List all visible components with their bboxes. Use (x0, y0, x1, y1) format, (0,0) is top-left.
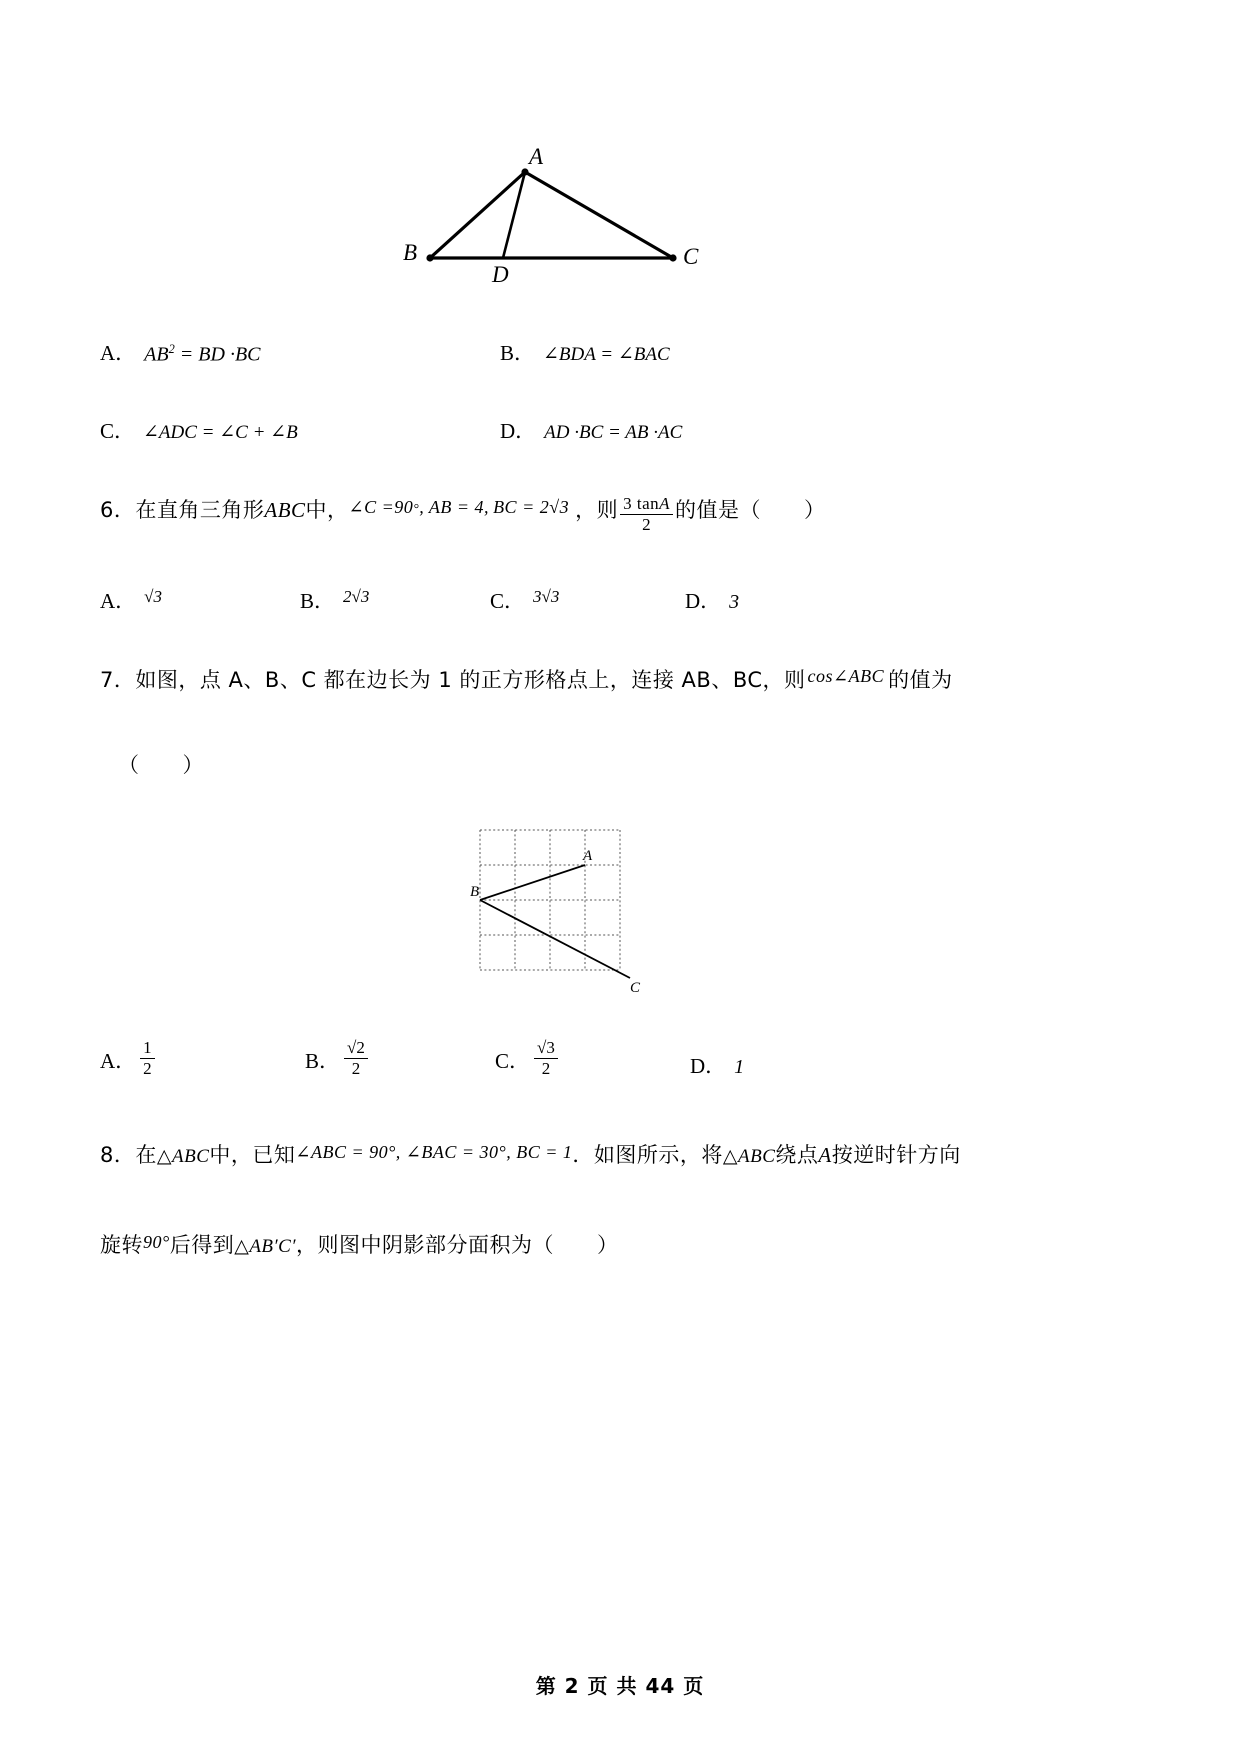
figure-triangle-abc (395, 140, 735, 290)
question-8-text-4: 绕点 (775, 1143, 819, 1167)
option-key-b: B． (300, 589, 336, 613)
question-6-given-bc: BC = 2 (493, 497, 550, 517)
option-value-c: ∠ADC = ∠C + ∠B (143, 422, 298, 443)
question-5-options-row-1 (100, 337, 1140, 367)
question-8-number: 8． (100, 1143, 136, 1167)
triangle-label-c: C (683, 244, 699, 269)
option-value-b: $\frac{√2}{2}$ (344, 1038, 368, 1078)
triangle-label-a: A (529, 144, 544, 169)
segment-ba (430, 172, 525, 258)
vertex-point-c (669, 254, 676, 261)
page-footer: 第 2 页 共 44 页 (535, 1674, 705, 1698)
fraction-numerator: 3 tanA (620, 494, 673, 515)
question-8-text-6: 旋转 (100, 1233, 143, 1257)
option-value-c: 3√3 (533, 587, 560, 606)
question-6-given-degree: ° (413, 501, 420, 516)
question-8-point-a: A (818, 1143, 832, 1167)
option-value-a: $AB^2$ = BD ·BC (144, 341, 261, 365)
question-5-option-c[interactable] (100, 415, 500, 445)
question-8-triangle-3: △AB′C′ (234, 1236, 297, 1257)
option-value-d: AD ·BC = AB ·AC (544, 422, 683, 443)
option-key-b: B． (500, 341, 536, 365)
option-value-b: ∠BDA = ∠BAC (543, 344, 670, 365)
vertex-point-b (426, 254, 433, 261)
question-5-option-b[interactable] (500, 337, 670, 367)
question-6-given-sqrt: √3 (549, 497, 570, 517)
option-key-a: A． (100, 589, 137, 613)
option-key-a: A． (100, 1049, 137, 1074)
question-8-text-5: 按逆时针方向 (831, 1143, 961, 1167)
option-value-d: 1 (734, 1056, 745, 1079)
question-8-text-1: 在 (135, 1143, 157, 1167)
question-8-triangle-1: △ABC (156, 1146, 210, 1167)
question-6-triangle-name: ABC (264, 498, 306, 522)
grid-label-a: A (583, 848, 593, 864)
triangle-svg (395, 140, 735, 290)
question-7-option-a[interactable] (100, 1040, 305, 1080)
option-key-d: D． (690, 1054, 727, 1079)
segment-ad (503, 172, 525, 258)
question-7-stem (100, 665, 1140, 697)
question-8-triangle-2: △ABC (722, 1146, 776, 1167)
segment-bc (480, 900, 630, 978)
question-7-number: 7． (100, 668, 136, 692)
question-7-option-c[interactable] (495, 1040, 690, 1080)
question-8-text-7: 后得到 (169, 1233, 235, 1257)
question-5-option-a[interactable] (100, 337, 500, 367)
question-8-rotation-angle: 90° (143, 1232, 170, 1252)
question-6-number: 6． (100, 498, 136, 522)
question-5-option-d[interactable] (500, 415, 682, 445)
question-6-given-ab: , AB = 4, (419, 497, 490, 517)
question-7-text-tail: 的值为 (888, 668, 953, 692)
question-6-stem (100, 495, 1140, 542)
option-key-b: B． (305, 1049, 341, 1074)
question-7-text: 如图，点 A、B、C 都在边长为 1 的正方形格点上，连接 AB、BC，则 (135, 668, 806, 692)
question-6-given-angle: ∠C =90 (348, 497, 414, 517)
option-key-d: D． (685, 589, 722, 613)
question-7-choice-marker: （ ） (118, 753, 204, 777)
segment-ac (525, 172, 673, 258)
question-8-line-1 (100, 1140, 1140, 1172)
option-key-d: D． (500, 419, 537, 443)
option-value-b: 2√3 (343, 587, 370, 606)
question-7-option-d[interactable] (690, 1050, 744, 1080)
segment-ba (480, 865, 585, 900)
triangle-label-d: D (492, 262, 509, 287)
question-6-text-2: 中， (305, 498, 349, 522)
question-6-option-a[interactable] (100, 585, 300, 615)
option-value-a: √3 (144, 587, 163, 606)
question-6-expression-fraction (620, 494, 673, 534)
question-6-options-row (100, 585, 1140, 615)
question-7-choice-marker-line (100, 750, 1140, 782)
question-8-line-2 (100, 1230, 1140, 1262)
question-8-text-3: ．如图所示，将 (572, 1143, 723, 1167)
option-key-c: C． (495, 1049, 531, 1074)
option-key-a: A． (100, 341, 137, 365)
question-6-option-b[interactable] (300, 585, 490, 615)
option-value-a: $\frac{1}{2}$ (140, 1038, 155, 1078)
question-6-option-c[interactable] (490, 585, 685, 615)
question-8-text-8: ，则图中阴影部分面积为（ ） (296, 1233, 619, 1257)
option-value-c: $\frac{√3}{2}$ (534, 1038, 558, 1078)
grid-svg (470, 820, 690, 1000)
option-value-d: 3 (729, 591, 740, 613)
option-key-c: C． (490, 589, 526, 613)
question-8-given: ∠ABC = 90°, ∠BAC = 30°, BC = 1 (295, 1142, 573, 1162)
question-7-options-row (100, 1040, 1140, 1080)
question-6-text-3: ，则 (575, 498, 619, 522)
question-7-expression: cos∠ABC (807, 666, 885, 686)
triangle-label-b: B (403, 240, 418, 265)
question-5-options-row-2 (100, 415, 1140, 445)
grid-label-b: B (470, 884, 480, 900)
question-8-text-2: 中，已知 (209, 1143, 296, 1167)
question-6-text-4: 的值是（ ） (675, 498, 826, 522)
grid-label-c: C (630, 980, 641, 996)
question-7-option-b[interactable] (305, 1040, 495, 1080)
option-key-c: C． (100, 419, 136, 443)
grid-lines (480, 830, 620, 970)
figure-grid-abc (470, 820, 690, 1000)
fraction-denominator: 2 (642, 514, 652, 534)
question-6-text-1: 在直角三角形 (135, 498, 265, 522)
vertex-point-a (521, 168, 528, 175)
question-6-option-d[interactable] (685, 585, 739, 615)
